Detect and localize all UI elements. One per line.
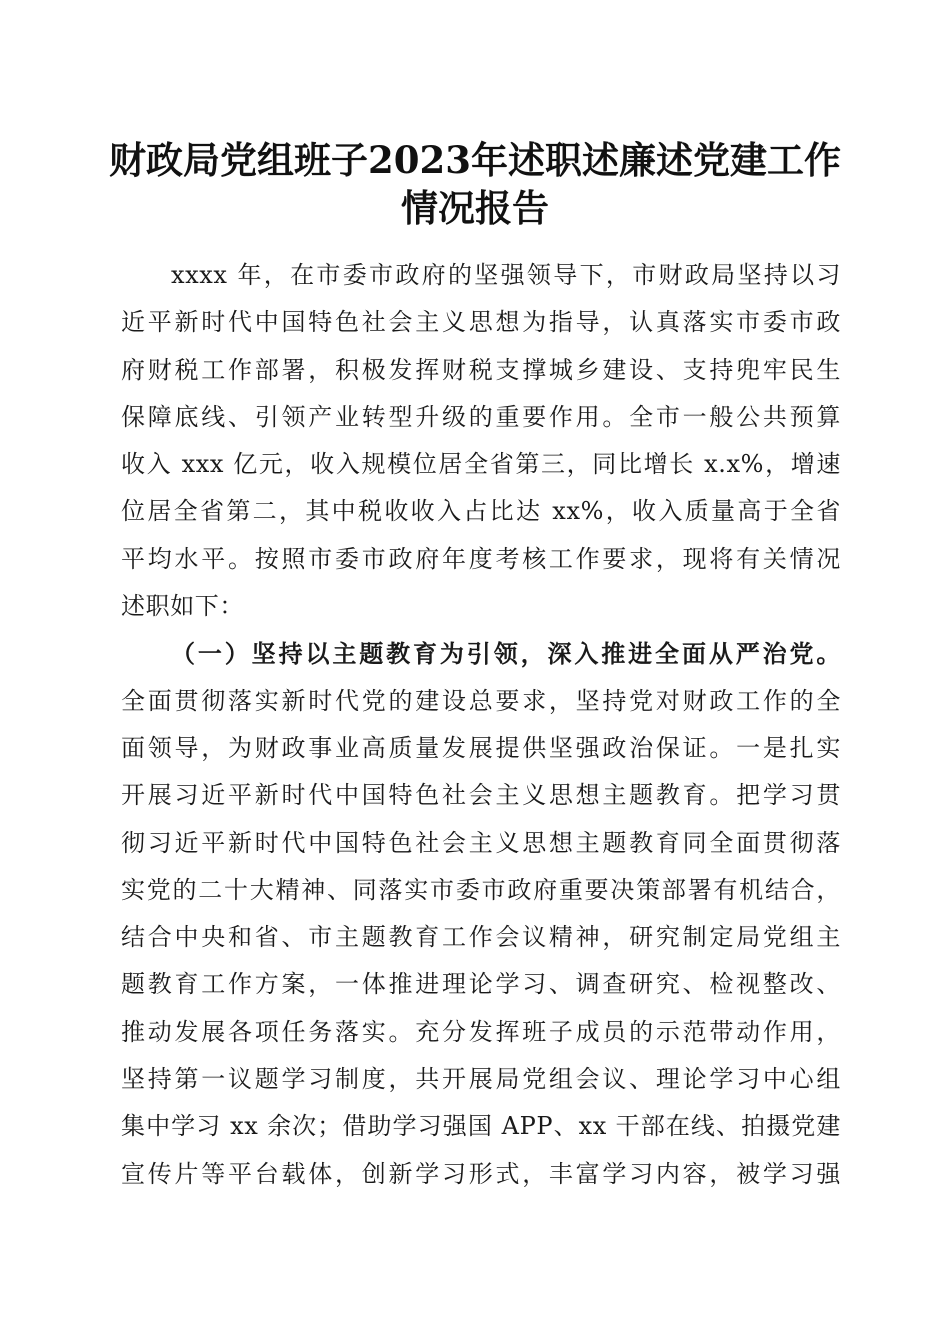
body-line: 开展习近平新时代中国特色社会主义思想主题教育。把学习贯	[121, 781, 841, 810]
body-line: 保障底线、引领产业转型升级的重要作用。全市一般公共预算	[121, 402, 841, 431]
body-line: 述职如下：	[121, 592, 244, 621]
body-line: 位居全省第二，其中税收收入占比达 xx%，收入质量高于全省	[121, 497, 841, 526]
body-line: 全面贯彻落实新时代党的建设总要求，坚持党对财政工作的全	[121, 686, 841, 715]
body-line: 收入 xxx 亿元，收入规模位居全省第三，同比增长 x.x%，增速	[121, 450, 841, 479]
body-line: 结合中央和省、市主题教育工作会议精神，研究制定局党组主	[121, 923, 841, 952]
title-line-1: 财政局党组班子2023年述职述廉述党建工作	[109, 138, 841, 182]
body-line: 题教育工作方案，一体推进理论学习、调查研究、检视整改、	[121, 970, 841, 999]
body-line: 彻习近平新时代中国特色社会主义思想主题教育同全面贯彻落	[121, 828, 841, 857]
body-line: 集中学习 xx 余次；借助学习强国 APP、xx 干部在线、拍摄党建	[121, 1112, 841, 1141]
body-line: 推动发展各项任务落实。充分发挥班子成员的示范带动作用，	[121, 1017, 841, 1046]
body-line: 近平新时代中国特色社会主义思想为指导，认真落实市委市政	[121, 308, 841, 337]
body-line: 面领导，为财政事业高质量发展提供坚强政治保证。一是扎实	[121, 733, 841, 762]
body-line: xxxx 年，在市委市政府的坚强领导下，市财政局坚持以习	[171, 261, 841, 289]
document-body	[121, 252, 841, 1198]
title-line-2: 情况报告	[401, 186, 549, 230]
body-line: 平均水平。按照市委市政府年度考核工作要求，现将有关情况	[121, 544, 841, 573]
body-line: 坚持第一议题学习制度，共开展局党组会议、理论学习中心组	[121, 1065, 841, 1094]
section-heading: （一）坚持以主题教育为引领，深入推进全面从严治党。	[171, 639, 841, 669]
body-line: 实党的二十大精神、同落实市委市政府重要决策部署有机结合，	[121, 875, 841, 904]
body-line: 宣传片等平台载体，创新学习形式，丰富学习内容，被学习强	[121, 1159, 841, 1188]
document-title	[100, 136, 850, 232]
body-line: 府财税工作部署，积极发挥财税支撑城乡建设、支持兜牢民生	[121, 355, 841, 384]
